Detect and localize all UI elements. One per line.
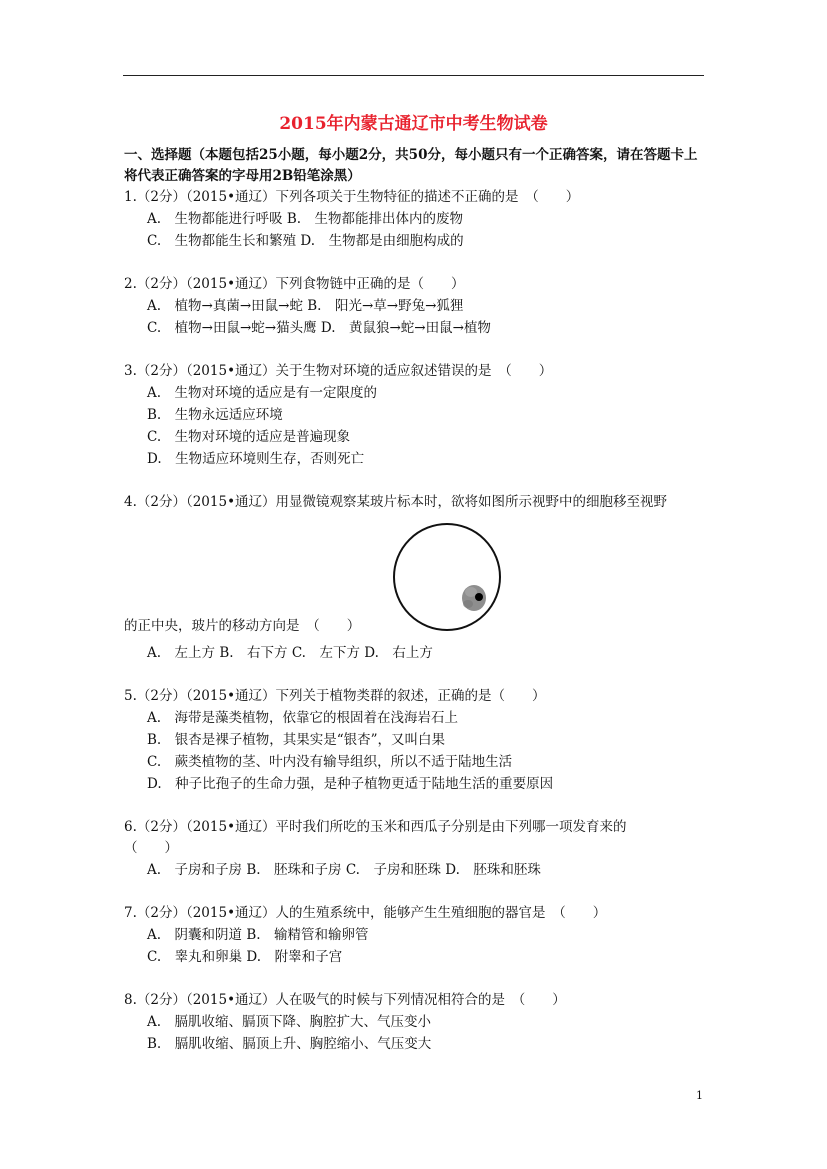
page-number: 1 [696,1089,703,1102]
page-title: 2015年内蒙古通辽市中考生物试卷 [279,114,548,134]
cell-texture [463,600,473,608]
question-3-option: C. 生物对环境的适应是普遍现象 [147,429,351,445]
question-2-stem: 2.（2分）（2015•通辽）下列食物链中正确的是（ ） [124,276,465,292]
question-4-stem: 4.（2分）（2015•通辽）用显微镜观察某玻片标本时，欲将如图所示视野中的细胞移至视野 [124,494,668,510]
question-2-option-row: A. 植物→真菌→田鼠→蛇 B. 阳光→草→野兔→狐狸 [147,298,464,314]
section-heading: 一、选择题（本题包括25小题，每小题2分，共50分，每小题只有一个正确答案，请在答题卡上将代表正确答案的字母用2B铅笔涂黑） [124,147,698,184]
cell-nucleus [475,593,483,601]
question-5-option: B. 银杏是裸子植物，其果实是“银杏”，又叫白果 [147,732,446,748]
question-6-option-row: A. 子房和子房 B. 胚珠和子房 C. 子房和胚珠 D. 胚珠和胚珠 [147,862,541,878]
header-rule [123,75,704,76]
question-6-stem: 6.（2分）（2015•通辽）平时我们所吃的玉米和西瓜子分别是由下列哪一项发育来的 [124,819,627,835]
question-5-stem: 5.（2分）（2015•通辽）下列关于植物类群的叙述，正确的是（ ） [124,688,546,704]
field-of-view-circle [394,524,500,630]
microscope-field-figure [392,522,502,632]
question-3-stem: 3.（2分）（2015•通辽）关于生物对环境的适应叙述错误的是 （ ） [124,363,553,379]
question-3-option: B. 生物永远适应环境 [147,407,283,423]
question-7-stem: 7.（2分）（2015•通辽）人的生殖系统中，能够产生生殖细胞的器官是 （ ） [124,905,607,921]
cell-texture [465,587,477,597]
question-7-option-row: C. 睾丸和卵巢 D. 附睾和子宫 [147,949,343,965]
question-8-option: A. 膈肌收缩、膈顶下降、胸腔扩大、气压变小 [147,1014,432,1030]
question-5-option: C. 蕨类植物的茎、叶内没有输导组织，所以不适于陆地生活 [147,754,513,770]
question-7-option-row: A. 阴囊和阴道 B. 输精管和输卵管 [147,927,369,943]
question-5-option: D. 种子比孢子的生命力强，是种子植物更适于陆地生活的重要原因 [147,776,554,792]
question-6-stem-continued: （ ） [124,840,178,856]
question-3-option: A. 生物对环境的适应是有一定限度的 [147,385,378,401]
question-4-option-row: A. 左上方 B. 右下方 C. 左下方 D. 右上方 [147,645,433,661]
question-1-option-row: C. 生物都能生长和繁殖 D. 生物都是由细胞构成的 [147,233,464,249]
question-1-stem: 1.（2分）（2015•通辽）下列各项关于生物特征的描述不正确的是 （ ） [124,189,580,205]
question-5-option: A. 海带是藻类植物，依靠它的根固着在浅海岩石上 [147,710,459,726]
question-1-option-row: A. 生物都能进行呼吸 B. 生物都能排出体内的废物 [147,211,464,227]
question-3-option: D. 生物适应环境则生存，否则死亡 [147,451,365,467]
question-2-option-row: C. 植物→田鼠→蛇→猫头鹰 D. 黄鼠狼→蛇→田鼠→植物 [147,320,491,336]
question-8-option: B. 膈肌收缩、膈顶上升、胸腔缩小、气压变大 [147,1036,432,1052]
question-4-stem-continued: 的正中央，玻片的移动方向是 （ ） [124,618,361,634]
question-8-stem: 8.（2分）（2015•通辽）人在吸气的时候与下列情况相符合的是 （ ） [124,992,566,1008]
